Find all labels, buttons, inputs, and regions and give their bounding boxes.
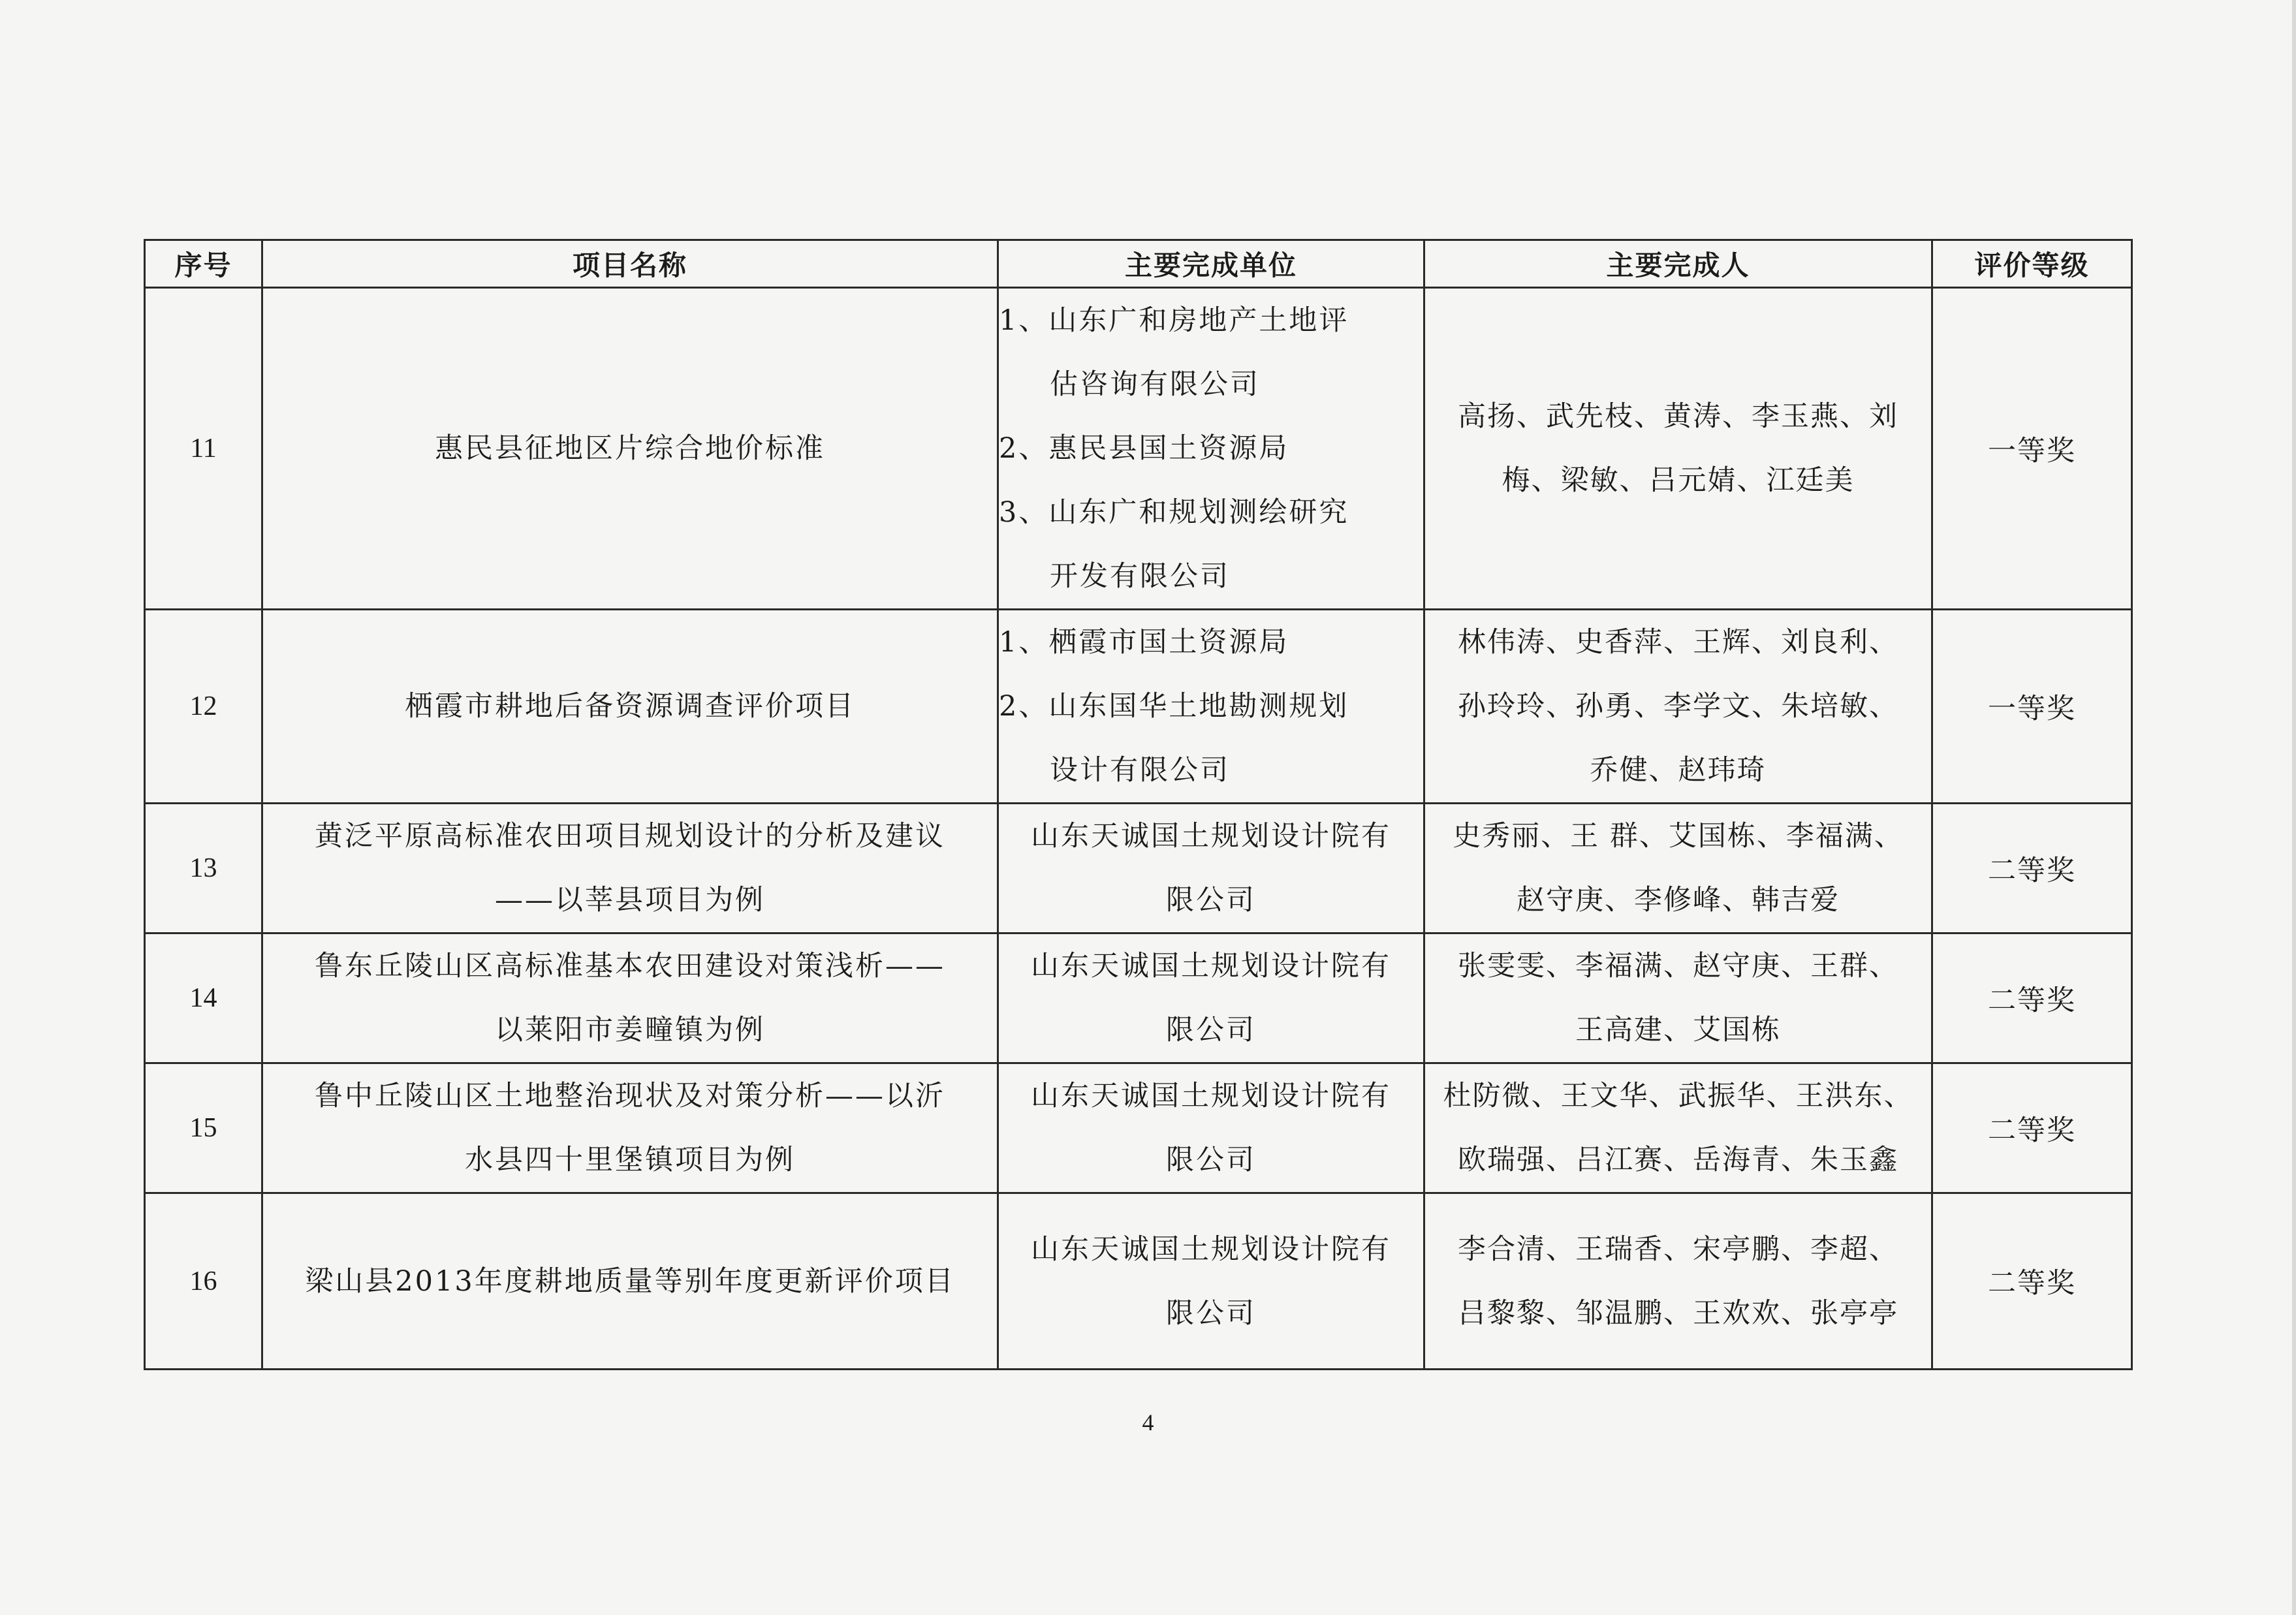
unit-line: 限公司	[1166, 1144, 1256, 1176]
row-main-unit	[998, 610, 1424, 804]
unit-line: 3、山东广和规划测绘研究	[999, 496, 1349, 529]
row-main-people	[1424, 610, 1932, 804]
table-header-row	[145, 240, 2132, 288]
scan-edge-shadow	[2292, 0, 2296, 1615]
people-line: 吕黎黎、邹温鹏、王欢欢、张亭亭	[1458, 1296, 1898, 1330]
people-line: 杜防微、王文华、武振华、王洪东、	[1443, 1080, 1913, 1112]
row-main-people	[1424, 933, 1932, 1063]
unit-line: 限公司	[1166, 884, 1256, 917]
project-name-line: 鲁东丘陵山区高标准基本农田建设对策浅析——	[315, 950, 945, 982]
row-main-people	[1424, 1193, 1932, 1370]
unit-line: 山东天诚国土规划设计院有	[1031, 1080, 1391, 1112]
table-row	[145, 933, 2132, 1063]
people-line: 乔健、赵玮琦	[1590, 754, 1767, 787]
table-row	[145, 1063, 2132, 1193]
project-name-line: 水县四十里堡镇项目为例	[465, 1144, 795, 1176]
row-seq: 13	[145, 804, 262, 933]
project-name-line: 以莱阳市姜疃镇为例	[495, 1014, 765, 1046]
header-project-name: 项目名称	[262, 240, 998, 288]
people-line: 赵守庚、李修峰、韩吉爱	[1517, 884, 1840, 917]
table-row	[145, 1193, 2132, 1370]
people-line: 史秀丽、王 群、艾国栋、李福满、	[1453, 820, 1904, 853]
unit-line: 开发有限公司	[1050, 560, 1230, 593]
table-row	[145, 288, 2132, 610]
unit-line: 1、山东广和房地产土地评	[999, 304, 1349, 337]
row-seq: 16	[145, 1193, 262, 1370]
people-line: 孙玲玲、孙勇、李学文、朱培敏、	[1458, 690, 1898, 723]
row-grade: 一等奖	[1932, 610, 2132, 804]
row-main-people	[1424, 804, 1932, 933]
project-name-line: 惠民县征地区片综合地价标准	[435, 432, 825, 465]
row-main-unit	[998, 804, 1424, 933]
people-line: 王高建、艾国栋	[1575, 1014, 1781, 1046]
row-project-name	[262, 610, 998, 804]
unit-line: 设计有限公司	[1050, 754, 1230, 787]
row-main-unit	[998, 1193, 1424, 1370]
unit-line: 山东天诚国土规划设计院有	[1031, 1232, 1391, 1266]
project-name-line: 黄泛平原高标准农田项目规划设计的分析及建议	[315, 820, 945, 853]
page-number: 4	[1142, 1409, 1154, 1435]
unit-line: 山东天诚国土规划设计院有	[1031, 950, 1391, 982]
people-line: 林伟涛、史香萍、王辉、刘良利、	[1458, 626, 1898, 659]
row-grade: 二等奖	[1932, 933, 2132, 1063]
people-line: 欧瑞强、吕江赛、岳海青、朱玉鑫	[1458, 1144, 1898, 1176]
table-row	[145, 804, 2132, 933]
row-grade: 一等奖	[1932, 288, 2132, 610]
header-seq: 序号	[145, 240, 262, 288]
project-name-line: ——以莘县项目为例	[495, 884, 765, 917]
people-line: 李合清、王瑞香、宋亭鹏、李超、	[1458, 1232, 1898, 1266]
unit-line: 1、栖霞市国土资源局	[999, 626, 1289, 659]
row-seq: 11	[145, 288, 262, 610]
header-grade: 评价等级	[1932, 240, 2132, 288]
row-grade: 二等奖	[1932, 1193, 2132, 1370]
row-seq: 12	[145, 610, 262, 804]
row-main-unit	[998, 1063, 1424, 1193]
header-main-unit: 主要完成单位	[998, 240, 1424, 288]
row-seq: 14	[145, 933, 262, 1063]
table-row	[145, 610, 2132, 804]
row-project-name	[262, 804, 998, 933]
row-main-unit	[998, 933, 1424, 1063]
unit-line: 限公司	[1166, 1014, 1256, 1046]
project-name-line: 鲁中丘陵山区土地整治现状及对策分析——以沂	[315, 1080, 945, 1112]
unit-line: 限公司	[1166, 1296, 1256, 1330]
row-main-people	[1424, 1063, 1932, 1193]
row-project-name	[262, 1063, 998, 1193]
row-main-people	[1424, 288, 1932, 610]
project-name-line: 梁山县2013年度耕地质量等别年度更新评价项目	[305, 1264, 955, 1298]
row-project-name	[262, 1193, 998, 1370]
row-grade: 二等奖	[1932, 804, 2132, 933]
unit-line: 2、山东国华土地勘测规划	[999, 690, 1349, 723]
project-name-line: 栖霞市耕地后备资源调查评价项目	[405, 690, 855, 723]
unit-line: 估咨询有限公司	[1050, 368, 1260, 401]
header-main-people: 主要完成人	[1424, 240, 1932, 288]
row-seq: 15	[145, 1063, 262, 1193]
row-project-name	[262, 288, 998, 610]
row-grade: 二等奖	[1932, 1063, 2132, 1193]
people-line: 高扬、武先枝、黄涛、李玉燕、刘	[1458, 400, 1898, 433]
people-line: 张雯雯、李福满、赵守庚、王群、	[1458, 950, 1898, 982]
awards-table	[144, 239, 2133, 1370]
row-main-unit	[998, 288, 1424, 610]
unit-line: 2、惠民县国土资源局	[999, 432, 1289, 465]
unit-line: 山东天诚国土规划设计院有	[1031, 820, 1391, 853]
row-project-name	[262, 933, 998, 1063]
people-line: 梅、梁敏、吕元婧、江廷美	[1502, 464, 1855, 497]
